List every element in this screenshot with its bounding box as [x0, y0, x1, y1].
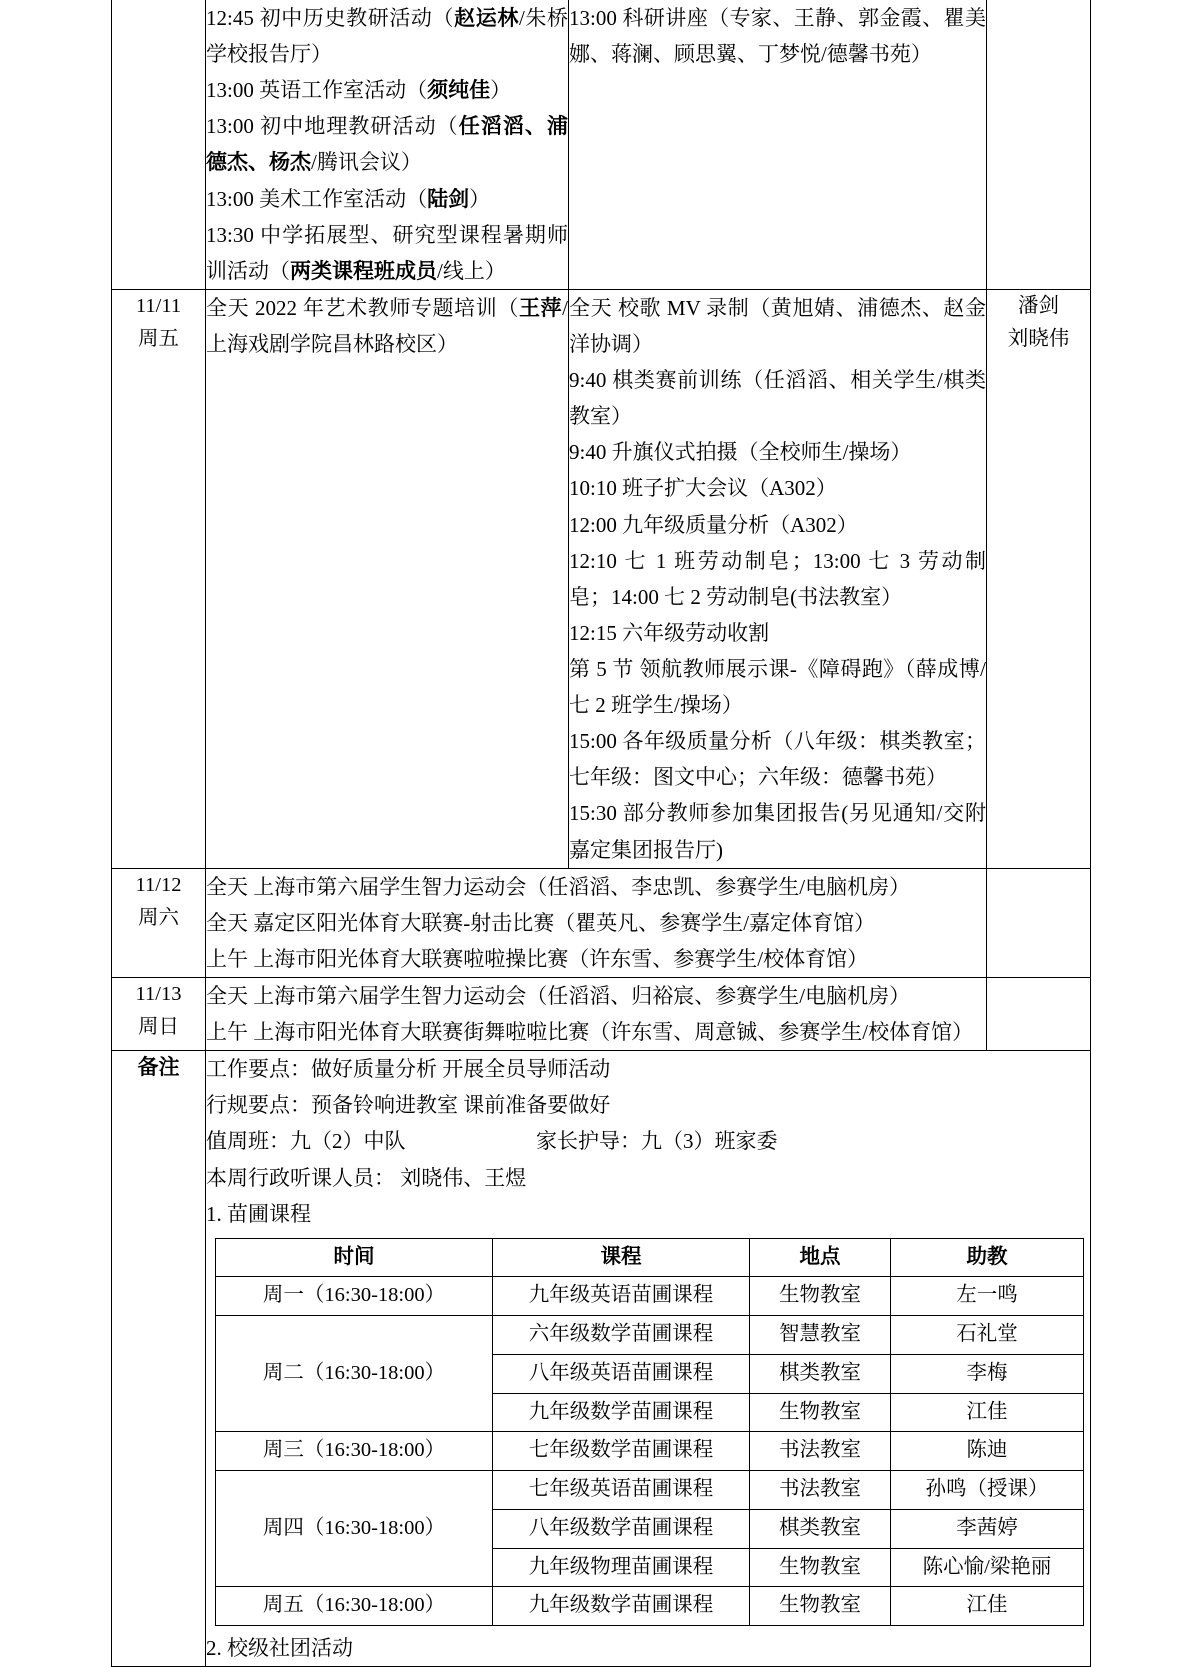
nursery-cell-time: 周二（16:30-18:00）	[216, 1316, 493, 1432]
table-row	[112, 0, 1091, 289]
activities-span-cell	[206, 868, 987, 977]
nursery-row	[216, 1587, 1084, 1626]
conduct-points-line: 行规要点：预备铃响进教室 课前准备要做好	[206, 1093, 611, 1118]
table-row	[112, 868, 1091, 977]
remarks-row	[112, 1051, 1091, 1667]
activity-item: 第 5 节 领航教师展示课-《障碍跑》（薛成博/七 2 班学生/操场）	[569, 656, 986, 718]
date-value: 11/11	[135, 294, 182, 317]
duty-person-name: 刘晓伟	[1007, 328, 1070, 351]
activities-right-cell	[569, 289, 987, 868]
date-value: 11/13	[135, 982, 182, 1005]
nursery-header-course: 课程	[493, 1238, 750, 1277]
nursery-cell-place: 生物教室	[750, 1548, 891, 1587]
date-cell	[112, 868, 206, 977]
nursery-cell-course: 六年级数学苗圃课程	[493, 1316, 750, 1355]
table-row	[112, 289, 1091, 868]
nursery-cell-assistant: 石礼堂	[891, 1316, 1084, 1355]
duty-person-cell	[987, 0, 1091, 289]
nursery-cell-place: 生物教室	[750, 1277, 891, 1316]
nursery-header-place: 地点	[750, 1238, 891, 1277]
remarks-label: 备注	[112, 1051, 206, 1667]
nursery-cell-time: 周四（16:30-18:00）	[216, 1471, 493, 1587]
date-cell	[112, 0, 206, 289]
nursery-header-time: 时间	[216, 1238, 493, 1277]
nursery-row	[216, 1277, 1084, 1316]
activity-item: 12:45 初中历史教研活动（赵运林/朱桥学校报告厅）	[206, 6, 568, 67]
activity-item: 12:15 六年级劳动收割	[569, 620, 770, 645]
activity-list-right	[569, 0, 986, 72]
duty-person-name: 潘剑	[1018, 294, 1059, 317]
nursery-cell-place: 生物教室	[750, 1587, 891, 1626]
parent-escort-label: 家长护导：九（3）班家委	[536, 1129, 778, 1154]
nursery-row	[216, 1432, 1084, 1471]
weekday-value: 周六	[138, 906, 179, 929]
activity-item: 13:00 美术工作室活动（陆剑）	[206, 186, 491, 211]
nursery-cell-time: 周一（16:30-18:00）	[216, 1277, 493, 1316]
activities-right-cell	[569, 0, 987, 289]
activity-list-span	[206, 869, 986, 977]
activity-item: 13:00 英语工作室活动（须纯佳）	[206, 78, 512, 103]
nursery-cell-assistant: 李茜婷	[891, 1509, 1084, 1548]
remarks-body	[206, 1051, 1091, 1667]
activity-item: 9:40 升旗仪式拍摄（全校师生/操场）	[569, 440, 912, 465]
activity-item: 全天 校歌 MV 录制（黄旭婧、浦德杰、赵金洋协调）	[569, 295, 986, 356]
nursery-cell-place: 书法教室	[750, 1471, 891, 1510]
nursery-cell-time: 周五（16:30-18:00）	[216, 1587, 493, 1626]
date-cell	[112, 289, 206, 868]
activity-item: 15:00 各年级质量分析（八年级：棋类教室；七年级：图文中心；六年级：德馨书苑）	[569, 729, 986, 790]
activity-item: 12:10 七 1 班劳动制皂；13:00 七 3 劳动制皂；14:00 七 2 劳动制皂(书法教室）	[569, 548, 986, 609]
activity-item: 13:00 初中地理教研活动（任滔滔、浦德杰、杨杰/腾讯会议）	[206, 114, 568, 175]
nursery-cell-assistant: 孙鸣（授课）	[891, 1471, 1084, 1510]
nursery-row	[216, 1316, 1084, 1355]
table-row	[112, 977, 1091, 1050]
nursery-cell-course: 八年级英语苗圃课程	[493, 1354, 750, 1393]
nursery-cell-course: 九年级物理苗圃课程	[493, 1548, 750, 1587]
duty-class-label: 值周班：九（2）中队	[206, 1129, 406, 1154]
activity-item: 13:00 科研讲座（专家、王静、郭金霞、瞿美娜、蒋澜、顾思翼、丁梦悦/德馨书苑）	[569, 6, 986, 67]
activities-span-cell	[206, 977, 987, 1050]
admin-observers-line: 本周行政听课人员： 刘晓伟、王煜	[206, 1165, 527, 1190]
date-cell	[112, 977, 206, 1050]
nursery-cell-time: 周三（16:30-18:00）	[216, 1432, 493, 1471]
nursery-cell-place: 书法教室	[750, 1432, 891, 1471]
activity-item: 上午 上海市阳光体育大联赛啦啦操比赛（许东雪、参赛学生/校体育馆）	[206, 946, 869, 971]
activities-left-cell	[206, 0, 569, 289]
nursery-cell-assistant: 李梅	[891, 1354, 1084, 1393]
activity-list-span	[206, 978, 986, 1050]
nursery-cell-course: 九年级数学苗圃课程	[493, 1587, 750, 1626]
duty-person-cell	[987, 977, 1091, 1050]
nursery-cell-assistant: 陈迪	[891, 1432, 1084, 1471]
nursery-cell-place: 智慧教室	[750, 1316, 891, 1355]
activity-item: 10:10 班子扩大会议（A302）	[569, 476, 837, 501]
activities-left-cell	[206, 289, 569, 868]
activity-item: 13:30 中学拓展型、研究型课程暑期师训活动（两类课程班成员/线上）	[206, 222, 568, 283]
nursery-cell-assistant: 左一鸣	[891, 1277, 1084, 1316]
duty-person-cell	[987, 289, 1091, 868]
nursery-cell-place: 棋类教室	[750, 1509, 891, 1548]
nursery-course-table	[215, 1238, 1084, 1627]
activity-list-right	[569, 290, 986, 868]
nursery-cell-assistant: 陈心愉/梁艳丽	[891, 1548, 1084, 1587]
nursery-cell-course: 七年级数学苗圃课程	[493, 1432, 750, 1471]
section1-title: 1. 苗圃课程	[206, 1201, 311, 1226]
weekday-value: 周日	[138, 1016, 179, 1039]
nursery-row	[216, 1471, 1084, 1510]
activity-list-left	[206, 0, 568, 289]
nursery-header-assistant: 助教	[891, 1238, 1084, 1277]
duty-person-list	[987, 290, 1090, 356]
activity-item: 上午 上海市阳光体育大联赛街舞啦啦比赛（许东雪、周意铖、参赛学生/校体育馆）	[206, 1020, 974, 1045]
work-points-line: 工作要点：做好质量分析 开展全员导师活动	[206, 1057, 611, 1082]
duty-person-cell	[987, 868, 1091, 977]
date-value: 11/12	[135, 873, 182, 896]
activity-list-left	[206, 290, 568, 362]
activity-item: 全天 上海市第六届学生智力运动会（任滔滔、归裕宸、参赛学生/电脑机房）	[206, 983, 911, 1008]
nursery-cell-course: 八年级数学苗圃课程	[493, 1509, 750, 1548]
nursery-cell-course: 九年级数学苗圃课程	[493, 1393, 750, 1432]
weekday-value: 周五	[138, 328, 179, 351]
activity-item: 全天 上海市第六届学生智力运动会（任滔滔、李忠凯、参赛学生/电脑机房）	[206, 874, 911, 899]
activity-item: 12:00 九年级质量分析（A302）	[569, 512, 858, 537]
nursery-header-row	[216, 1238, 1084, 1277]
activity-item: 15:30 部分教师参加集团报告(另见通知/交附嘉定集团报告厅)	[569, 801, 986, 862]
nursery-cell-assistant: 江佳	[891, 1587, 1084, 1626]
duty-line	[206, 1123, 1090, 1159]
activity-item: 9:40 棋类赛前训练（任滔滔、相关学生/棋类教室）	[569, 368, 986, 429]
nursery-cell-course: 九年级英语苗圃课程	[493, 1277, 750, 1316]
nursery-cell-place: 棋类教室	[750, 1354, 891, 1393]
nursery-cell-assistant: 江佳	[891, 1393, 1084, 1432]
nursery-cell-course: 七年级英语苗圃课程	[493, 1471, 750, 1510]
section2-title: 2. 校级社团活动	[206, 1636, 353, 1661]
nursery-cell-place: 生物教室	[750, 1393, 891, 1432]
weekly-schedule-table	[111, 0, 1091, 1667]
activity-item: 全天 嘉定区阳光体育大联赛-射击比赛（瞿英凡、参赛学生/嘉定体育馆）	[206, 910, 876, 935]
activity-item: 全天 2022 年艺术教师专题培训（王萍/上海戏剧学院昌林路校区）	[206, 295, 569, 356]
